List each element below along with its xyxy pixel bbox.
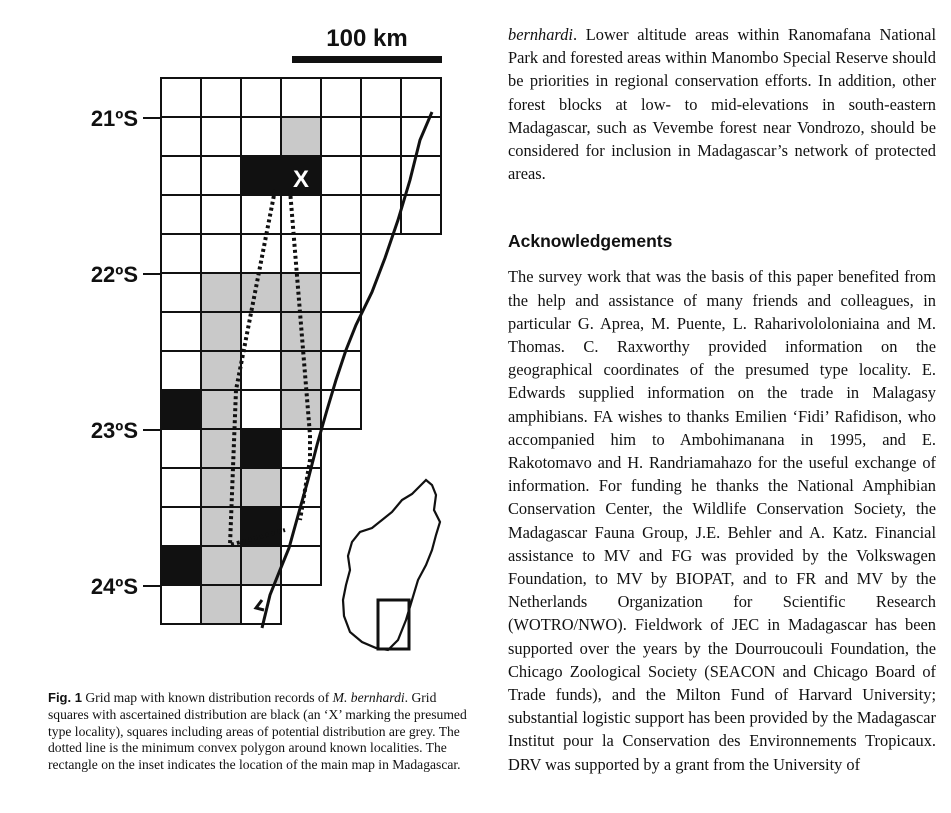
grid-cell-potential [241, 468, 281, 507]
distribution-grid-map [0, 0, 470, 690]
grid-cell-empty [321, 195, 361, 234]
grid-cell-potential [201, 312, 241, 351]
grid-cell-empty [241, 585, 281, 624]
caption-label: Fig. 1 [48, 690, 82, 705]
scale-bar [292, 56, 442, 63]
grid-cell-empty [161, 585, 201, 624]
grid-cell-potential [201, 351, 241, 390]
grid-cell-empty [321, 78, 361, 117]
grid-cell-potential [201, 507, 241, 546]
grid-cell-potential [201, 585, 241, 624]
intro-species: bernhardi [508, 25, 573, 44]
grid-cell-empty [161, 78, 201, 117]
latitude-label-22: 22ºS [90, 262, 138, 287]
grid-cell-empty [161, 429, 201, 468]
grid-cell-potential [201, 273, 241, 312]
grid-cell-empty [401, 78, 441, 117]
grid-cell-potential [201, 468, 241, 507]
grid-cell-ascertained [241, 507, 281, 546]
grid-cell-empty [161, 234, 201, 273]
grid-cell-empty [201, 156, 241, 195]
grid-cell-empty [321, 117, 361, 156]
acknowledgements-body: The survey work that was the basis of this paper benefited from the help and assistance of many friends and colleagues, in particular G. Aprea, M. Puente, L. Raharivololoniaina and M. Thomas. C. Raxworthy provided information on the geographical coordinates of the presumed type locality. E. Edwards supplied information on the trade in Malagasy amphibians. FA wishes to thanks Emilien ‘Fidi’ Rafidison, who accompanied him to Ambohimanana in 1995, and E. Rakotomavo and H. Randriamahazo for the useful exchange of information. For funding he thanks the National Amphibian Conservation Center, the Wildlife Conservation Society, the Madagascar Fauna Group, J.E. Behler and A. Katz. Financial assistance to MV and FG was provided by the Volkswagen Foundation, to MV by BIOPAT, and to FR and MV by the Netherlands Organization for Scientific Research (WOTRO/NWO). Fieldwork of JEC in Madagascar has been supported over the years by the Dourroucouli Foundation, the Chicago Zoological Society (SEACON and Chicago Board of Trade funds), and the Milton Fund of Harvard University; substantial logistic support has been provided by the Madagascar Institut pour la Conservation des Environnements Tropicaux. DRV was supported by a grant from the University of [508, 267, 936, 774]
grid-cell-empty [281, 78, 321, 117]
intro-text: . Lower altitude areas within Ranomafana National Park and forested areas within Manombo Special Reserve should be priorities in regional conservation efforts. In addition, other forest blocks at low- to mid-elevations in south-eastern Madagascar, such as Vevembe forest near Vondrozo, should be considered for inclusion in Madagascar’s network of protected areas. [508, 25, 936, 184]
grid-cell-empty [161, 312, 201, 351]
grid-cell-empty [241, 117, 281, 156]
grid-cell-empty [241, 195, 281, 234]
grid-cell-empty [281, 234, 321, 273]
grid-cell-empty [201, 234, 241, 273]
grid-cell-ascertained [241, 429, 281, 468]
latitude-label-24: 24ºS [90, 574, 138, 599]
grid-cell-empty [161, 156, 201, 195]
grid-cell-empty [161, 195, 201, 234]
grid-cell-potential [281, 351, 321, 390]
acknowledgements-heading: Acknowledgements [508, 231, 673, 252]
grid-cell-ascertained [161, 546, 201, 585]
type-locality-marker: X [292, 166, 310, 193]
grid-cell-potential [241, 273, 281, 312]
grid-cell-empty [361, 156, 401, 195]
grid-cell-empty [321, 234, 361, 273]
grid-cell-empty [361, 78, 401, 117]
grid-cell-potential [281, 390, 321, 429]
grid-cell-empty [281, 195, 321, 234]
grid-cell-empty [201, 195, 241, 234]
grid-cell-empty [361, 117, 401, 156]
figure-caption [48, 690, 468, 774]
caption-text-2: . Grid squares with ascertained distribution are black (an ‘X’ marking the presumed type locality), squares including areas of potential distribution are grey. The dotted line is the minimum convex polygon around known localities. The rectangle on the inset indicates the location of the main map in Madagascar. [48, 690, 467, 773]
latitude-label-21: 21ºS [90, 106, 138, 131]
grid-cell-potential [281, 117, 321, 156]
grid-cell-empty [161, 273, 201, 312]
right-column [508, 23, 936, 776]
latitude-label-23: 23ºS [90, 418, 138, 443]
grid-cell-empty [201, 78, 241, 117]
grid-cell-empty [161, 351, 201, 390]
grid-cell-empty [161, 468, 201, 507]
grid-cell-empty [321, 156, 361, 195]
grid-cell-ascertained [241, 156, 281, 195]
grid-cell-empty [241, 78, 281, 117]
caption-species: M. bernhardi [332, 690, 405, 705]
grid-cell-potential [201, 546, 241, 585]
grid-cell-empty [241, 390, 281, 429]
grid-cell-ascertained [161, 390, 201, 429]
madagascar-outline [343, 480, 440, 650]
grid-cell-empty [241, 351, 281, 390]
grid-cell-empty [161, 117, 201, 156]
intro-paragraph [508, 23, 936, 185]
grid-cell-empty [201, 117, 241, 156]
grid-cell-empty [321, 273, 361, 312]
grid-cell-empty [401, 195, 441, 234]
madagascar-inset [343, 480, 440, 650]
latitude-axis [91, 106, 161, 599]
caption-text-1: Grid map with known distribution records of [81, 690, 333, 705]
grid-cell-empty [161, 507, 201, 546]
grid-cell-empty [321, 351, 361, 390]
scale-bar-label: 100 km [326, 25, 408, 52]
